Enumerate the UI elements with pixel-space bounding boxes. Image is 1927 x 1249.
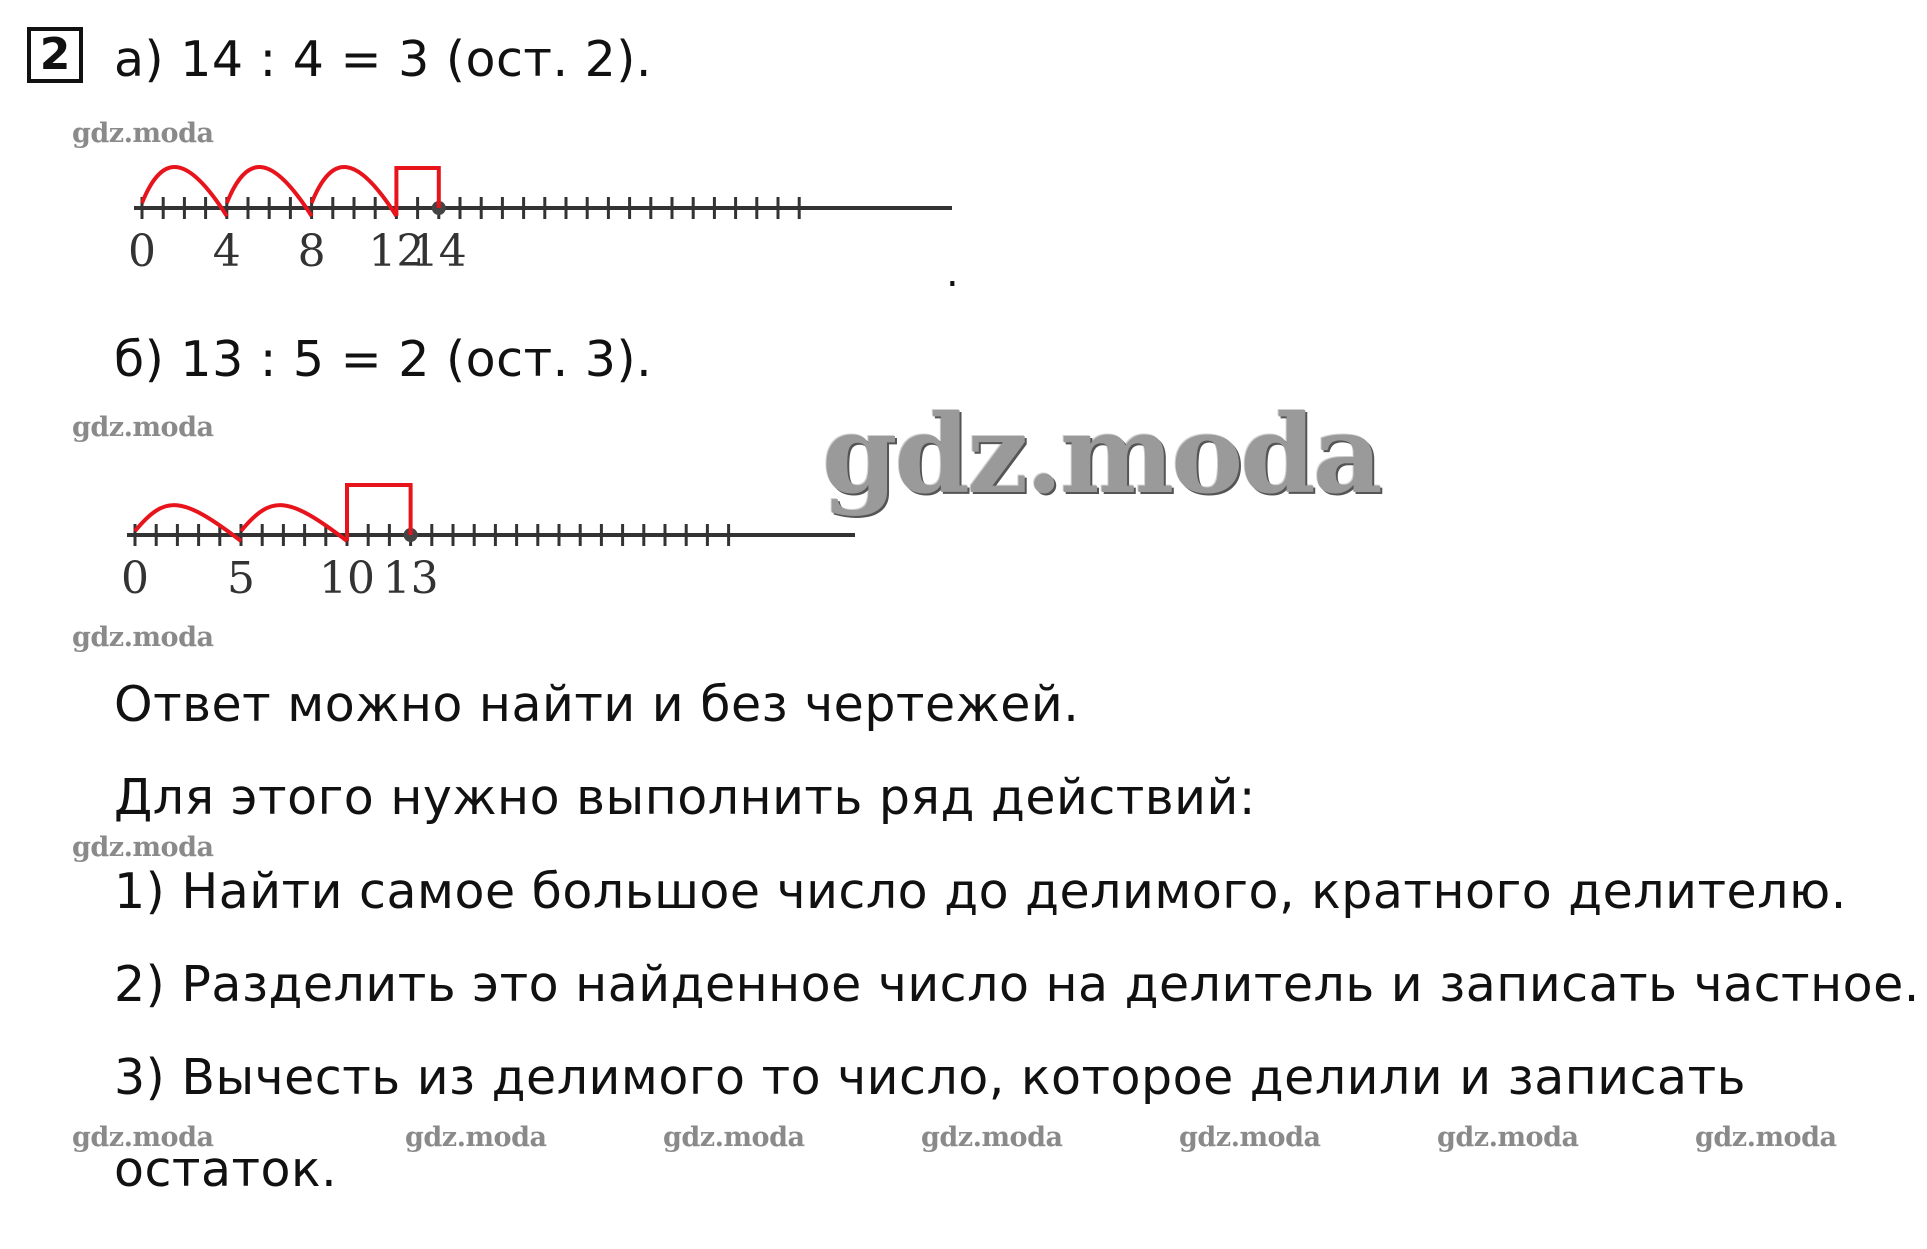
paragraph-1: Ответ можно найти и без чертежей. [114, 676, 1080, 733]
step-1: 1) Найти самое большое число до делимого, кратного делителю. [114, 863, 1847, 920]
step-3-continued: остаток. [114, 1141, 338, 1198]
paragraph-2: Для этого нужно выполнить ряд действий: [114, 769, 1256, 826]
number-line-a-period: . [946, 250, 959, 296]
tick-label: 4 [212, 226, 241, 277]
watermark-large: gdz.moda [822, 392, 1380, 518]
tick-label: 13 [382, 553, 439, 604]
tick-labels-a [128, 226, 467, 277]
tick-label: 8 [297, 226, 326, 277]
watermark-small: gdz.moda [1695, 1122, 1837, 1153]
part-a-equation: а) 14 : 4 = 3 (ост. 2). [114, 31, 652, 88]
watermark-small: gdz.moda [1179, 1122, 1321, 1153]
watermark-small: gdz.moda [72, 118, 214, 149]
number-line-b [110, 465, 890, 625]
watermark-small: gdz.moda [405, 1122, 547, 1153]
watermark-small: gdz.moda [921, 1122, 1063, 1153]
tick-label: 5 [227, 553, 255, 604]
tick-label: 10 [319, 553, 375, 604]
watermark-small: gdz.moda [1437, 1122, 1579, 1153]
remainder-bracket [347, 485, 411, 541]
task-number-box: 2 [27, 27, 83, 83]
part-b-equation: б) 13 : 5 = 2 (ост. 3). [114, 331, 653, 388]
watermark-small: gdz.moda [72, 832, 214, 863]
watermark-small: gdz.moda [72, 1122, 214, 1153]
step-2: 2) Разделить это найденное число на делитель и записать частное. [114, 956, 1920, 1013]
axis-a [134, 197, 952, 219]
tick-label: 0 [128, 226, 156, 277]
step-3: 3) Вычесть из делимого то число, которое делили и записать [114, 1049, 1747, 1106]
watermark-small: gdz.moda [72, 622, 214, 653]
tick-label: 14 [410, 226, 467, 277]
tick-labels-b [121, 553, 439, 604]
number-line-a [110, 140, 970, 300]
tick-label: 0 [121, 553, 149, 604]
watermark-small: gdz.moda [663, 1122, 805, 1153]
tick-label: 12 [368, 226, 425, 277]
watermark-small: gdz.moda [72, 412, 214, 443]
